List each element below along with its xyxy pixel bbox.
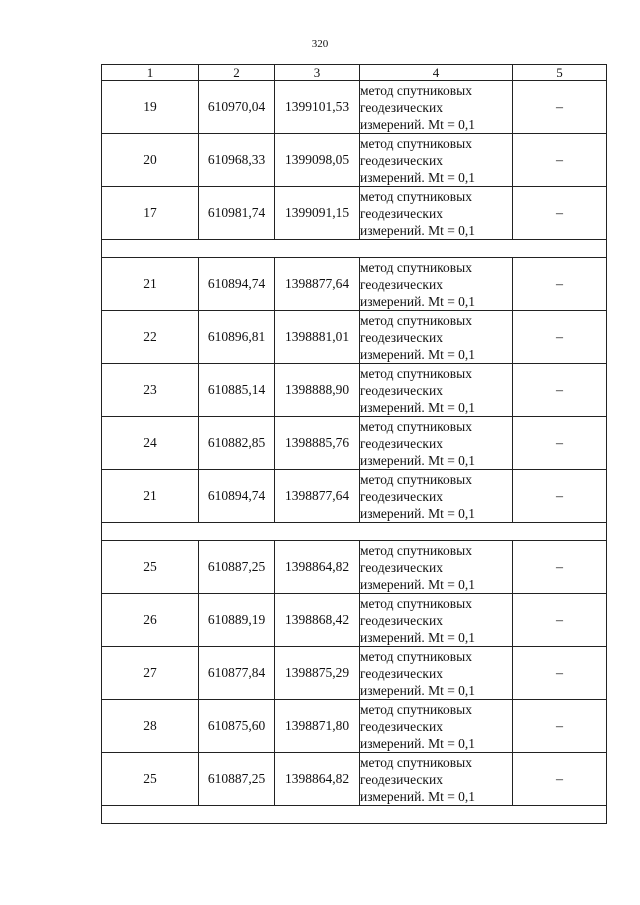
y-coordinate-text: 1398881,01: [284, 329, 350, 344]
header-col-4: 4: [360, 65, 513, 81]
table-row: [102, 417, 607, 470]
note-text: –: [556, 382, 563, 398]
y-coordinate-cell: [275, 594, 360, 647]
method-cell: [360, 753, 513, 806]
x-coordinate-cell: [199, 364, 275, 417]
x-coordinate-text: 610968,33: [207, 152, 266, 167]
coordinates-table-body: [102, 65, 607, 824]
header-col-3: 3: [275, 65, 360, 81]
x-coordinate-cell: [199, 753, 275, 806]
x-coordinate-text: 610894,74: [207, 488, 266, 503]
x-coordinate-text: 610882,85: [207, 435, 266, 450]
method-text: метод спутниковых геодезических измерений. Mt = 0,1: [360, 701, 476, 751]
table-row: [102, 364, 607, 417]
point-number-cell: [102, 647, 199, 700]
note-text: –: [556, 771, 563, 787]
y-coordinate-cell: [275, 647, 360, 700]
y-coordinate-cell: [275, 187, 360, 240]
x-coordinate-text: 610887,25: [207, 771, 266, 786]
x-coordinate-cell: [199, 311, 275, 364]
y-coordinate-cell: [275, 311, 360, 364]
x-coordinate-text: 610970,04: [207, 99, 266, 114]
table-row: [102, 594, 607, 647]
point-number-cell: [102, 541, 199, 594]
point-number-text: 21: [143, 276, 157, 291]
point-number-text: 20: [143, 152, 157, 167]
y-coordinate-text: 1398871,80: [284, 718, 350, 733]
y-coordinate-text: 1399098,05: [284, 152, 350, 167]
note-cell: [513, 134, 607, 187]
note-cell: [513, 81, 607, 134]
x-coordinate-cell: [199, 541, 275, 594]
note-cell: [513, 541, 607, 594]
note-cell: [513, 258, 607, 311]
point-number-cell: [102, 417, 199, 470]
separator-row: [102, 806, 607, 824]
point-number-cell: [102, 753, 199, 806]
y-coordinate-text: 1398868,42: [284, 612, 350, 627]
y-coordinate-text: 1398888,90: [284, 382, 350, 397]
method-cell: [360, 81, 513, 134]
table-row: [102, 470, 607, 523]
note-text: –: [556, 665, 563, 681]
note-text: –: [556, 718, 563, 734]
x-coordinate-cell: [199, 81, 275, 134]
y-coordinate-text: 1398864,82: [284, 771, 350, 786]
method-cell: [360, 647, 513, 700]
method-text: метод спутниковых геодезических измерений. Mt = 0,1: [360, 595, 476, 645]
method-text: метод спутниковых геодезических измерений. Mt = 0,1: [360, 418, 476, 468]
x-coordinate-text: 610896,81: [207, 329, 266, 344]
header-col-1: 1: [102, 65, 199, 81]
method-cell: [360, 311, 513, 364]
method-cell: [360, 541, 513, 594]
note-text: –: [556, 205, 563, 221]
y-coordinate-cell: [275, 700, 360, 753]
separator-cell: [102, 806, 607, 824]
x-coordinate-cell: [199, 134, 275, 187]
method-cell: [360, 134, 513, 187]
header-row: [102, 65, 607, 81]
y-coordinate-cell: [275, 753, 360, 806]
coordinates-table: [101, 64, 607, 824]
note-cell: [513, 470, 607, 523]
method-cell: [360, 364, 513, 417]
point-number-text: 26: [143, 612, 157, 627]
note-cell: [513, 417, 607, 470]
point-number-text: 25: [143, 559, 157, 574]
table-row: [102, 81, 607, 134]
y-coordinate-text: 1398877,64: [284, 276, 350, 291]
note-text: –: [556, 435, 563, 451]
y-coordinate-cell: [275, 541, 360, 594]
method-cell: [360, 187, 513, 240]
note-text: –: [556, 612, 563, 628]
note-text: –: [556, 559, 563, 575]
x-coordinate-text: 610887,25: [207, 559, 266, 574]
point-number-text: 19: [143, 99, 157, 114]
method-text: метод спутниковых геодезических измерений. Mt = 0,1: [360, 135, 476, 185]
note-cell: [513, 594, 607, 647]
note-cell: [513, 311, 607, 364]
table-row: [102, 187, 607, 240]
method-cell: [360, 594, 513, 647]
note-cell: [513, 753, 607, 806]
x-coordinate-text: 610981,74: [207, 205, 266, 220]
y-coordinate-cell: [275, 134, 360, 187]
x-coordinate-text: 610885,14: [207, 382, 266, 397]
x-coordinate-text: 610877,84: [207, 665, 266, 680]
point-number-cell: [102, 700, 199, 753]
y-coordinate-text: 1398885,76: [284, 435, 350, 450]
y-coordinate-text: 1398877,64: [284, 488, 350, 503]
table-row: [102, 258, 607, 311]
x-coordinate-cell: [199, 187, 275, 240]
note-cell: [513, 647, 607, 700]
method-text: метод спутниковых геодезических измерений. Mt = 0,1: [360, 82, 476, 132]
table-row: [102, 311, 607, 364]
note-text: –: [556, 488, 563, 504]
method-cell: [360, 258, 513, 311]
note-text: –: [556, 152, 563, 168]
point-number-cell: [102, 187, 199, 240]
x-coordinate-text: 610875,60: [207, 718, 266, 733]
x-coordinate-cell: [199, 417, 275, 470]
point-number-text: 21: [143, 488, 157, 503]
method-text: метод спутниковых геодезических измерений. Mt = 0,1: [360, 648, 476, 698]
x-coordinate-cell: [199, 594, 275, 647]
point-number-text: 22: [143, 329, 157, 344]
method-text: метод спутниковых геодезических измерений. Mt = 0,1: [360, 754, 476, 804]
point-number-cell: [102, 470, 199, 523]
header-col-5: 5: [513, 65, 607, 81]
method-text: метод спутниковых геодезических измерений. Mt = 0,1: [360, 471, 476, 521]
method-text: метод спутниковых геодезических измерений. Mt = 0,1: [360, 365, 476, 415]
separator-row: [102, 523, 607, 541]
note-text: –: [556, 99, 563, 115]
separator-cell: [102, 240, 607, 258]
separator-cell: [102, 523, 607, 541]
point-number-text: 27: [143, 665, 157, 680]
method-cell: [360, 470, 513, 523]
point-number-cell: [102, 258, 199, 311]
y-coordinate-text: 1398875,29: [284, 665, 350, 680]
point-number-text: 23: [143, 382, 157, 397]
note-text: –: [556, 276, 563, 292]
method-cell: [360, 417, 513, 470]
separator-row: [102, 240, 607, 258]
y-coordinate-text: 1399101,53: [284, 99, 350, 114]
x-coordinate-cell: [199, 700, 275, 753]
x-coordinate-cell: [199, 470, 275, 523]
method-text: метод спутниковых геодезических измерений. Mt = 0,1: [360, 188, 476, 238]
header-col-2: 2: [199, 65, 275, 81]
x-coordinate-cell: [199, 258, 275, 311]
point-number-cell: [102, 81, 199, 134]
y-coordinate-text: 1399091,15: [284, 205, 350, 220]
point-number-cell: [102, 311, 199, 364]
table-row: [102, 647, 607, 700]
table-row: [102, 700, 607, 753]
point-number-cell: [102, 364, 199, 417]
table-row: [102, 541, 607, 594]
point-number-text: 28: [143, 718, 157, 733]
y-coordinate-cell: [275, 364, 360, 417]
y-coordinate-cell: [275, 258, 360, 311]
point-number-text: 17: [143, 205, 157, 220]
method-text: метод спутниковых геодезических измерений. Mt = 0,1: [360, 259, 476, 309]
x-coordinate-text: 610889,19: [207, 612, 266, 627]
method-text: метод спутниковых геодезических измерений. Mt = 0,1: [360, 312, 476, 362]
note-cell: [513, 187, 607, 240]
y-coordinate-cell: [275, 470, 360, 523]
note-cell: [513, 364, 607, 417]
method-cell: [360, 700, 513, 753]
point-number-text: 24: [143, 435, 157, 450]
table-row: [102, 134, 607, 187]
point-number-text: 25: [143, 771, 157, 786]
page-number: 320: [311, 38, 329, 50]
table-row: [102, 753, 607, 806]
y-coordinate-text: 1398864,82: [284, 559, 350, 574]
point-number-cell: [102, 134, 199, 187]
point-number-cell: [102, 594, 199, 647]
y-coordinate-cell: [275, 81, 360, 134]
y-coordinate-cell: [275, 417, 360, 470]
x-coordinate-cell: [199, 647, 275, 700]
x-coordinate-text: 610894,74: [207, 276, 266, 291]
method-text: метод спутниковых геодезических измерений. Mt = 0,1: [360, 542, 476, 592]
note-text: –: [556, 329, 563, 345]
note-cell: [513, 700, 607, 753]
